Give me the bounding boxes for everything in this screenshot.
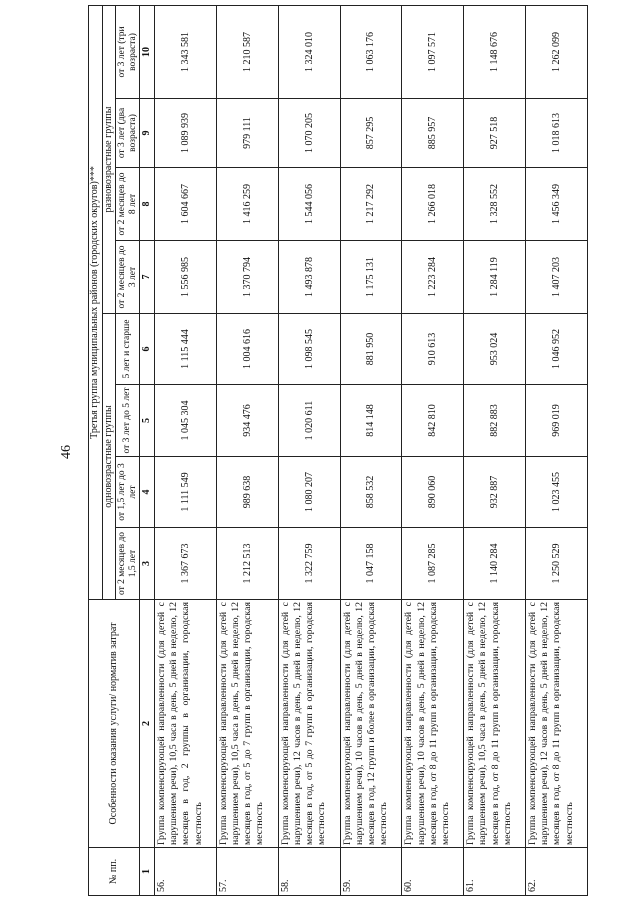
column-index: 2 — [140, 600, 155, 848]
cost-value-cell: 1 045 304 — [155, 385, 217, 457]
cost-value-cell: 1 322 759 — [278, 528, 340, 600]
cost-value-cell: 885 957 — [402, 99, 464, 168]
cost-value-cell: 1 098 545 — [278, 314, 340, 385]
cost-value-cell: 1 223 284 — [402, 241, 464, 314]
rotated-table-container — [88, 6, 588, 896]
cost-value-cell: 1 328 552 — [464, 168, 526, 241]
column-header: от 1,5 лет до 3 лет — [116, 457, 140, 528]
row-number: 57. — [216, 848, 278, 896]
header-same-age: одновозрастные группы — [102, 314, 116, 600]
row-number: 62. — [526, 848, 588, 896]
cost-value-cell: 969 019 — [526, 385, 588, 457]
cost-value-cell: 1 097 571 — [402, 5, 464, 98]
cost-value-cell: 858 532 — [340, 457, 402, 528]
cost-value-cell: 1 140 284 — [464, 528, 526, 600]
column-index: 4 — [140, 457, 155, 528]
cost-value-cell: 814 148 — [340, 385, 402, 457]
cost-value-cell: 1 020 611 — [278, 385, 340, 457]
cost-value-cell: 1 210 587 — [216, 5, 278, 98]
cost-value-cell: 1 556 985 — [155, 241, 217, 314]
row-description: Группа компенсирующей направленности (для детей с нарушением речи), 10,5 часа в день, 5 дней в неделю, 12 месяцев в год, 2 группы в организации, городская местность — [155, 600, 217, 848]
row-number: 60. — [402, 848, 464, 896]
column-index: 10 — [140, 5, 155, 98]
cost-norms-table — [88, 5, 588, 896]
row-number: 56. — [155, 848, 217, 896]
header-num: № пп. — [89, 848, 140, 896]
column-index: 8 — [140, 168, 155, 241]
cost-value-cell: 927 518 — [464, 99, 526, 168]
column-index: 7 — [140, 241, 155, 314]
column-index: 1 — [140, 848, 155, 896]
column-index: 3 — [140, 528, 155, 600]
cost-value-cell: 1 063 176 — [340, 5, 402, 98]
cost-value-cell: 857 295 — [340, 99, 402, 168]
cost-value-cell: 890 060 — [402, 457, 464, 528]
row-description: Группа компенсирующей направленности (для детей с нарушением речи), 12 часов в день, 5 дней в неделю, 12 месяцев в год, от 8 до 11 групп в организации, городская местность — [526, 600, 588, 848]
cost-value-cell: 1 367 673 — [155, 528, 217, 600]
cost-value-cell: 1 111 549 — [155, 457, 217, 528]
cost-value-cell: 1 250 529 — [526, 528, 588, 600]
cost-value-cell: 1 544 056 — [278, 168, 340, 241]
row-number: 61. — [464, 848, 526, 896]
cost-value-cell: 932 887 — [464, 457, 526, 528]
cost-value-cell: 979 111 — [216, 99, 278, 168]
cost-value-cell: 1 343 581 — [155, 5, 217, 98]
cost-value-cell: 1 087 285 — [402, 528, 464, 600]
cost-value-cell: 953 024 — [464, 314, 526, 385]
cost-value-cell: 1 370 794 — [216, 241, 278, 314]
row-description: Группа компенсирующей направленности (для детей с нарушением речи), 10 часов в день, 5 дней в неделю, 12 месяцев в год, от 8 до 11 групп в организации, городская местность — [402, 600, 464, 848]
cost-value-cell: 1 217 292 — [340, 168, 402, 241]
cost-value-cell: 1 080 207 — [278, 457, 340, 528]
table-row — [402, 5, 464, 895]
column-index: 5 — [140, 385, 155, 457]
page-number: 46 — [59, 445, 74, 459]
cost-value-cell: 1 089 939 — [155, 99, 217, 168]
column-index: 9 — [140, 99, 155, 168]
column-header: от 3 лет (три возраста) — [116, 5, 140, 98]
row-description: Группа компенсирующей направленности (для детей с нарушением речи), 10,5 часа в день, 5 дней в неделю, 12 месяцев в год, от 8 до 11 групп в организации, городская местность — [464, 600, 526, 848]
column-header: от 3 лет до 5 лет — [116, 385, 140, 457]
column-index: 6 — [140, 314, 155, 385]
cost-value-cell: 1 046 952 — [526, 314, 588, 385]
cost-value-cell: 881 950 — [340, 314, 402, 385]
cost-value-cell: 1 212 513 — [216, 528, 278, 600]
header-mixed-age: разновозрастные группы — [102, 5, 116, 313]
cost-value-cell: 842 810 — [402, 385, 464, 457]
cost-value-cell: 882 883 — [464, 385, 526, 457]
header-group: Третья группа муниципальных районов (городских округов)*** — [89, 5, 103, 599]
table-row — [278, 5, 340, 895]
cost-value-cell: 934 476 — [216, 385, 278, 457]
table-row — [216, 5, 278, 895]
cost-value-cell: 1 604 667 — [155, 168, 217, 241]
column-header: от 3 лет (два возраста) — [116, 99, 140, 168]
row-description: Группа компенсирующей направленности (для детей с нарушением речи), 12 часов в день, 5 дней в неделю, 12 месяцев в год, от 5 до 7 групп в организации, городская местность — [278, 600, 340, 848]
cost-value-cell: 1 115 444 — [155, 314, 217, 385]
cost-value-cell: 1 416 259 — [216, 168, 278, 241]
cost-value-cell: 1 018 613 — [526, 99, 588, 168]
table-body — [155, 5, 588, 895]
cost-value-cell: 1 456 349 — [526, 168, 588, 241]
column-header: от 2 месяцев до 1,5 лет — [116, 528, 140, 600]
cost-value-cell: 1 175 131 — [340, 241, 402, 314]
cost-value-cell: 1 324 010 — [278, 5, 340, 98]
cost-value-cell: 1 004 616 — [216, 314, 278, 385]
cost-value-cell: 1 266 018 — [402, 168, 464, 241]
table-row — [526, 5, 588, 895]
cost-value-cell: 1 262 099 — [526, 5, 588, 98]
header-features: Особенности оказания услуги/ норматив затрат — [89, 600, 140, 848]
cost-value-cell: 1 493 878 — [278, 241, 340, 314]
cost-value-cell: 989 638 — [216, 457, 278, 528]
row-description: Группа компенсирующей направленности (для детей с нарушением речи), 10,5 часа в день, 5 дней в неделю, 12 месяцев в год, от 5 до 7 групп в организации, городская местность — [216, 600, 278, 848]
column-header: 5 лет и старше — [116, 314, 140, 385]
cost-value-cell: 1 023 455 — [526, 457, 588, 528]
cost-value-cell: 1 407 203 — [526, 241, 588, 314]
row-number: 59. — [340, 848, 402, 896]
cost-value-cell: 1 047 158 — [340, 528, 402, 600]
cost-value-cell: 1 284 119 — [464, 241, 526, 314]
row-description: Группа компенсирующей направленности (для детей с нарушением речи), 10 часов в день, 5 дней в неделю, 12 месяцев в год, 12 групп и более в организации, городская местность — [340, 600, 402, 848]
table-row — [155, 5, 217, 895]
table-row — [340, 5, 402, 895]
cost-value-cell: 1 148 676 — [464, 5, 526, 98]
cost-value-cell: 910 613 — [402, 314, 464, 385]
column-header: от 2 месяцев до 8 лет — [116, 168, 140, 241]
row-number: 58. — [278, 848, 340, 896]
column-header: от 2 месяцев до 3 лет — [116, 241, 140, 314]
table-row — [464, 5, 526, 895]
cost-value-cell: 1 070 205 — [278, 99, 340, 168]
